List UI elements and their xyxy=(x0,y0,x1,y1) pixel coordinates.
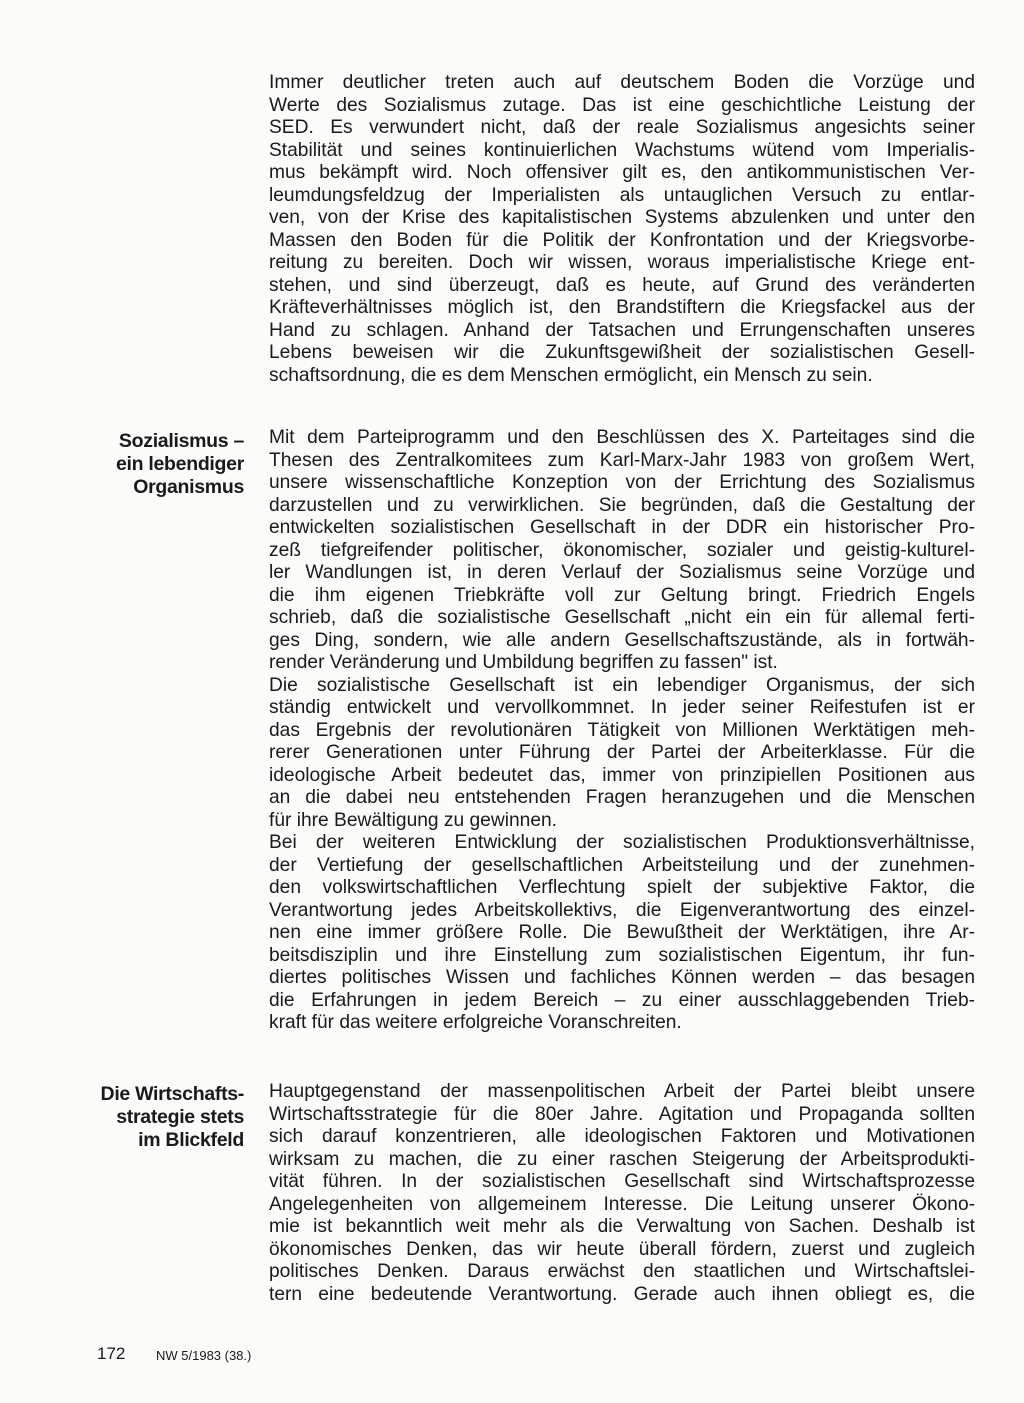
text-line: Bei der weiteren Entwicklung der sozialistischen Produktionsverhältnisse, xyxy=(269,832,975,853)
text-line: schaftsordnung, die es dem Menschen ermöglicht, ein Mensch zu sein. xyxy=(269,364,873,386)
text-line: Die sozialistische Gesellschaft ist ein lebendiger Organismus, der sich xyxy=(269,674,975,696)
text-line: wirksam zu machen, die zu einer raschen Steigerung der Arbeitsprodukti- xyxy=(269,1148,975,1170)
heading-line: strategie stets xyxy=(116,1106,244,1128)
text-line: Verantwortung jedes Arbeitskollektivs, die Eigenverantwortung des einzel- xyxy=(269,899,975,921)
heading-line: Sozialismus – xyxy=(118,430,244,452)
text-line: diertes politisches Wissen und fachliches Können werden – das besagen xyxy=(269,967,975,988)
text-line: kraft für das weitere erfolgreiche Voranschreiten. xyxy=(269,1012,682,1033)
page-number: 172 xyxy=(97,1344,126,1363)
text-line: render Veränderung und Umbildung begriffen zu fassen" ist. xyxy=(269,652,778,673)
text-line: Angelegenheiten von allgemeinem Interesse. Die Leitung unserer Ökono- xyxy=(269,1193,975,1215)
text-line: ges Ding, sondern, wie alle andern Gesellschaftszustände, als in fortwäh- xyxy=(269,629,975,651)
section-heading-wirtschaftsstrategie xyxy=(60,1083,244,1152)
text-line: vität führen. In der sozialistischen Gesellschaft sind Wirtschaftsprozesse xyxy=(269,1171,975,1192)
text-line: Stabilität und seines kontinuierlichen Wachstums wütend vom Imperialis- xyxy=(269,139,975,161)
text-line: politisches Denken. Daraus erwächst den staatlichen und Wirtschaftslei- xyxy=(269,1261,975,1282)
text-line: ler Wandlungen ist, in deren Verlauf der Sozialismus seine Vorzüge und xyxy=(269,562,975,583)
heading-line: Organismus xyxy=(133,476,244,498)
text-line: die ihm eigenen Triebkräfte voll zur Geltung bringt. Friedrich Engels xyxy=(269,584,975,606)
heading-line: ein lebendiger xyxy=(116,453,244,475)
text-line: unsere wissenschaftliche Konzeption von der Errichtung des Sozialismus xyxy=(269,472,975,493)
text-line: das Ergebnis der revolutionären Tätigkeit von Millionen Werktätigen meh- xyxy=(269,719,975,741)
text-line: leumdungsfeldzug der Imperialisten als untauglichen Versuch zu entlar- xyxy=(269,184,975,206)
text-line: ideologische Arbeit bedeutet das, immer von prinzipiellen Positionen aus xyxy=(269,764,975,786)
text-line: Hauptgegenstand der massenpolitischen Arbeit der Partei bleibt unsere xyxy=(269,1081,975,1102)
text-line: für ihre Bewältigung zu gewinnen. xyxy=(269,809,557,831)
text-line: stehen, und sind überzeugt, daß es heute, auf Grund des veränderten xyxy=(269,274,975,296)
text-line: sich darauf konzentrieren, alle ideologischen Faktoren und Motivationen xyxy=(269,1126,975,1147)
text-line: mus bekämpft wird. Noch offensiver gilt es, den antikommunistischen Ver- xyxy=(269,162,975,183)
text-line: Wirtschaftsstrategie für die 80er Jahre. Agitation und Propaganda sollten xyxy=(269,1103,975,1125)
text-line: ständig entwickelt und vervollkommnet. In jeder seiner Reifestufen ist er xyxy=(269,697,975,718)
text-line: Kräfteverhältnisses möglich ist, den Brandstiftern die Kriegsfackel aus der xyxy=(269,297,975,318)
text-line: ven, von der Krise des kapitalistischen Systems abzulenken und unter den xyxy=(269,207,975,228)
intro-paragraph xyxy=(269,72,975,387)
text-line: ökonomisches Denken, das wir heute überall fördern, zuerst und zugleich xyxy=(269,1238,975,1260)
text-line: entwickelten sozialistischen Gesellschaft in der DDR ein historischer Pro- xyxy=(269,517,975,538)
text-line: rerer Generationen unter Führung der Partei der Arbeiterklasse. Für die xyxy=(269,742,975,763)
text-line: schrieb, daß die sozialistische Gesellschaft „nicht ein ein für allemal ferti- xyxy=(269,607,975,628)
text-line: beitsdisziplin und ihre Einstellung zum sozialistischen Eigentum, ihr fun- xyxy=(269,944,975,966)
text-line: zeß tiefgreifender politischer, ökonomischer, sozialer und geistig-kulturel- xyxy=(269,539,975,561)
text-line: Werte des Sozialismus zutage. Das ist eine geschichtliche Leistung der xyxy=(269,94,975,116)
text-line: Hand zu schlagen. Anhand der Tatsachen und Errungenschaften unseres xyxy=(269,319,975,341)
text-line: SED. Es verwundert nicht, daß der reale Sozialismus angesichts seiner xyxy=(269,117,975,138)
text-line: tern eine bedeutende Verantwortung. Gerade auch ihnen obliegt es, die xyxy=(269,1283,975,1305)
heading-line: Die Wirtschafts- xyxy=(100,1083,244,1105)
text-line: an die dabei neu entstehenden Fragen heranzugehen und die Menschen xyxy=(269,787,975,808)
text-line: Thesen des Zentralkomitees zum Karl-Marx-Jahr 1983 von großem Wert, xyxy=(269,449,975,471)
text-line: reitung zu bereiten. Doch wir wissen, woraus imperialistische Kriege ent- xyxy=(269,252,975,273)
source-reference: NW 5/1983 (38.) xyxy=(156,1348,252,1363)
text-line: Lebens beweisen wir die Zukunftsgewißheit der sozialistischen Gesell- xyxy=(269,342,975,363)
heading-line: im Blickfeld xyxy=(138,1129,244,1151)
section-heading-sozialismus xyxy=(60,430,244,499)
text-line: mie ist bekanntlich weit mehr als die Verwaltung von Sachen. Deshalb ist xyxy=(269,1216,975,1237)
text-line: den volkswirtschaftlichen Verflechtung spielt der subjektive Faktor, die xyxy=(269,877,975,898)
text-line: die Erfahrungen in jedem Bereich – zu einer ausschlaggebenden Trieb- xyxy=(269,989,975,1011)
text-line: Immer deutlicher treten auch auf deutschem Boden die Vorzüge und xyxy=(269,72,975,93)
text-line: Mit dem Parteiprogramm und den Beschlüssen des X. Parteitages sind die xyxy=(269,427,975,448)
section-body-sozialismus xyxy=(269,427,975,1035)
text-line: nen eine immer größere Rolle. Die Bewußtheit der Werktätigen, ihre Ar- xyxy=(269,922,975,943)
text-line: darzustellen und zu verwirklichen. Sie begründen, daß die Gestaltung der xyxy=(269,494,975,516)
text-line: der Vertiefung der gesellschaftlichen Arbeitsteilung und der zunehmen- xyxy=(269,854,975,876)
text-line: Massen den Boden für die Politik der Konfrontation und der Kriegsvorbe- xyxy=(269,229,975,251)
section-body-wirtschaftsstrategie xyxy=(269,1081,975,1306)
